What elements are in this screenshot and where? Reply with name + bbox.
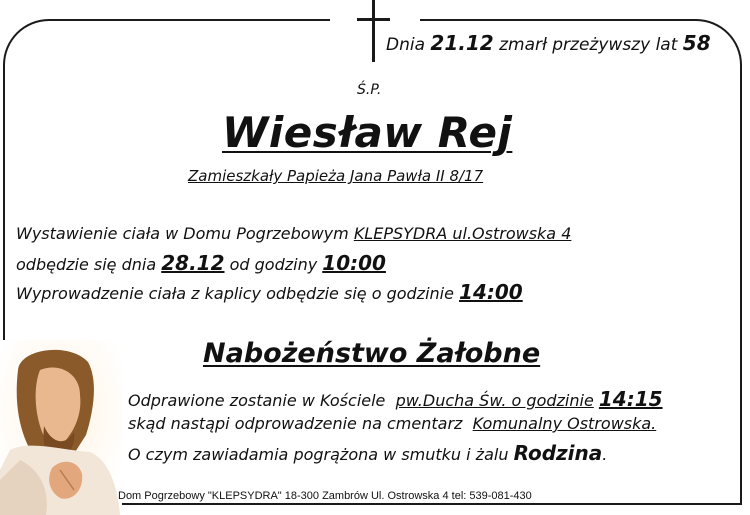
cross-arm [357, 18, 390, 21]
frame-bottom [110, 503, 742, 505]
deceased-name: Wiesław Rej [222, 108, 513, 157]
service-line-1: Odprawione zostanie w Kościele pw.Ducha Św. o godzinie 14:15 [128, 387, 663, 411]
service-line-3: O czym zawiadamia pogrążona w smutku i żalu Rodzina. [128, 441, 608, 465]
service-title: Nabożeństwo Żałobne [203, 338, 541, 369]
viewing-time: 10:00 [322, 251, 386, 275]
cross-icon [372, 0, 375, 62]
viewing-place: KLEPSYDRA ul.Ostrowska 4 [353, 224, 572, 243]
praying-jesus-illustration [0, 340, 122, 515]
death-date: 21.12 [430, 31, 494, 55]
title-prefix: Ś.P. [357, 82, 382, 98]
deceased-address: Zamieszkały Papieża Jana Pawła II 8/17 [188, 167, 484, 185]
family-signature: Rodzina [513, 441, 603, 465]
viewing-date: 28.12 [161, 251, 225, 275]
death-info: Dnia 21.12 zmarł przeżywszy lat 58 [386, 31, 711, 55]
viewing-line-1: Wystawienie ciała w Domu Pogrzebowym KLEPSYDRA ul.Ostrowska 4 [16, 224, 572, 243]
viewing-line-3: Wyprowadzenie ciała z kaplicy odbędzie się o godzinie 14:00 [16, 280, 523, 304]
church-name: pw.Ducha Św. o godzinie [395, 391, 594, 410]
frame-right-lower [740, 330, 742, 505]
service-time: 14:15 [598, 387, 663, 411]
viewing-line-2: odbędzie się dnia 28.12 od godziny 10:00 [16, 251, 386, 275]
funeral-home-footer: Dom Pogrzebowy "KLEPSYDRA" 18-300 Zambrów Ul. Ostrowska 4 tel: 539-081-430 [118, 490, 532, 502]
cemetery-name: Komunalny Ostrowska. [472, 414, 657, 433]
departure-time: 14:00 [459, 280, 523, 304]
service-line-2: skąd nastąpi odprowadzenie na cmentarz Komunalny Ostrowska. [128, 414, 657, 433]
age: 58 [682, 31, 711, 55]
